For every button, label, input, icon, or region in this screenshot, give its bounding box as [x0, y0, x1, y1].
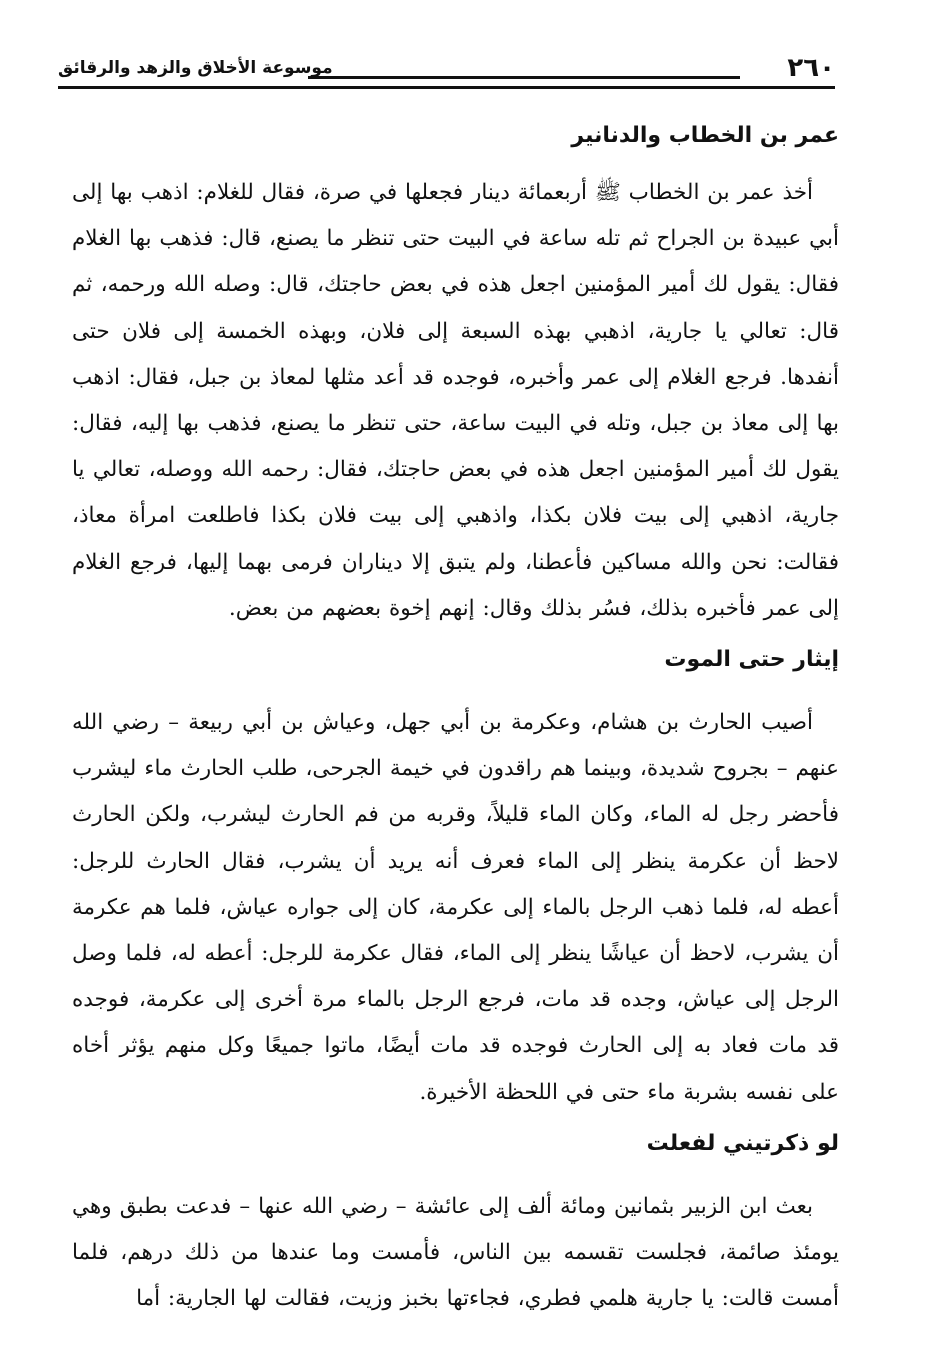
- page-number: ٢٦٠: [787, 53, 835, 83]
- header-rule-short: [308, 76, 740, 79]
- page-content: [72, 112, 839, 1322]
- book-title: موسوعة الأخلاق والزهد والرقائق: [58, 58, 333, 78]
- section-paragraph: أصيب الحارث بن هشام، وعكرمة بن أبي جهل، وعياش بن أبي ربيعة – رضي الله عنهم – بجروح شديدة، وبينما هم راقدون في خيمة الجرحى، طلب الحارث ماء ليشرب فأحضر رجل له الماء، وكان الماء قليلاً، وقربه من فم الحارث ليشرب، ولكن الحارث لاحظ أن عكرمة ينظر إلى الماء فعرف أنه يريد أن يشرب، فقال الحارث للرجل: أعطه له، فلما ذهب الرجل بالماء إلى عكرمة، كان إلى جواره عياش، فلما هم عكرمة أن يشرب، لاحظ أن عياشًا ينظر إلى الماء، فقال عكرمة للرجل: أعطه له، فلما وصل الرجل إلى عياش، وجده قد مات، فرجع الرجل بالماء مرة أخرى إلى عكرمة، فوجده قد مات فعاد به إلى الحارث فوجده قد مات أيضًا، ماتوا جميعًا وكل منهم يؤثر أخاه على نفسه بشربة ماء حتى في اللحظة الأخيرة.: [72, 710, 839, 1105]
- section-title: عمر بن الخطاب والدنانير: [571, 123, 839, 148]
- section-paragraph: أخذ عمر بن الخطاب ﷺ أربعمائة دينار فجعلها في صرة، فقال للغلام: اذهب بها إلى أبي عبيدة بن الجراح ثم تله ساعة في البيت حتى تنظر ما يصنع، قال: فذهب بها الغلام فقال: يقول لك أمير المؤمنين اجعل هذه في بعض حاجتك، قال: وصله الله ورحمه، ثم قال: تعالي يا جارية، اذهبي بهذه السبعة إلى فلان، وبهذه الخمسة إلى فلان حتى أنفدها. فرجع الغلام إلى عمر وأخبره، فوجده قد أعد مثلها لمعاذ بن جبل، فقال: اذهب بها إلى معاذ بن جبل، وتله في البيت ساعة، حتى تنظر ما يصنع، فذهب بها إليه، فقال: يقول لك أمير المؤمنين اجعل هذه في بعض حاجتك، فقال: رحمه الله ووصله، تعالي يا جارية، اذهبي إلى بيت فلان بكذا، واذهبي إلى بيت فلان بكذا فاطلعت امرأة معاذ، فقالت: نحن والله مساكين فأعطنا، ولم يتبق إلا ديناران فرمى بهما إليها، فرجع الغلام إلى عمر فأخبره بذلك، فسُر بذلك وقال: إنهم إخوة بعضهم من بعض.: [72, 180, 839, 621]
- header-rule: [58, 86, 835, 89]
- section-title: إيثار حتى الموت: [664, 647, 839, 673]
- section-title: لو ذكرتيني لفعلت: [646, 1130, 839, 1156]
- section-paragraph: بعث ابن الزبير بثمانين ومائة ألف إلى عائشة – رضي الله عنها – فدعت بطبق وهي يومئذ صائمة، فجلست تقسمه بين الناس، فأمست وما عندها من ذلك درهم، فلما أمست قالت: يا جارية هلمي فطري، فجاءتها بخبز وزيت، فقالت لها الجارية: أما: [72, 1193, 839, 1312]
- page-header: [58, 52, 835, 88]
